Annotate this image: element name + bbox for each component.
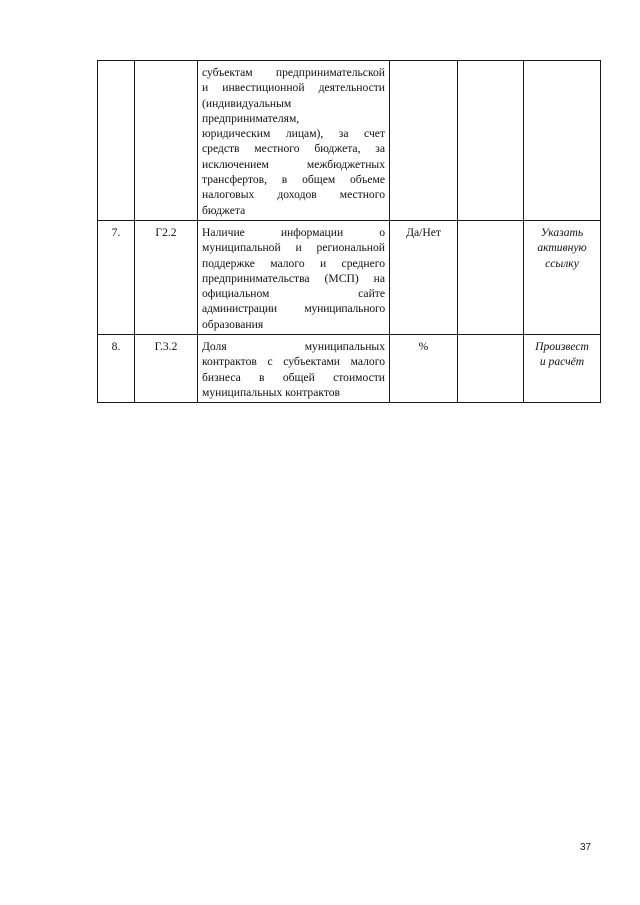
description-line: администрации муниципального <box>202 302 385 316</box>
table-row <box>98 220 601 334</box>
indicator-code <box>135 61 198 221</box>
description-line: Наличие информации о <box>202 225 385 239</box>
indicator-value <box>458 220 524 334</box>
indicator-description <box>198 220 390 334</box>
row-number <box>98 61 135 221</box>
table-row <box>98 335 601 403</box>
description-line: и инвестиционной деятельности <box>202 81 385 95</box>
indicator-note <box>524 220 601 334</box>
indicator-description <box>198 335 390 403</box>
indicator-description <box>198 61 390 221</box>
description-line: бизнеса в общей стоимости <box>202 370 385 384</box>
description-line: налоговых доходов местного <box>202 188 385 202</box>
row-number: 7. <box>98 220 135 334</box>
unit-of-measure <box>390 61 458 221</box>
unit-of-measure: Да/Нет <box>390 220 458 334</box>
unit-of-measure: % <box>390 335 458 403</box>
description-line: Доля муниципальных <box>202 340 385 354</box>
indicator-note <box>524 61 601 221</box>
description-line: контрактов с субъектами малого <box>202 355 385 369</box>
description-line: исключением межбюджетных <box>202 157 385 171</box>
indicator-code: Г.3.2 <box>135 335 198 403</box>
indicators-table <box>97 60 601 403</box>
description-line: юридическим лицам), за счет <box>202 127 385 141</box>
description-line: предпринимательства (МСП) на <box>202 271 385 285</box>
note-line: Указать <box>540 225 584 239</box>
table-row <box>98 61 601 221</box>
description-line: бюджета <box>202 203 246 217</box>
description-line: муниципальных контрактов <box>202 385 341 399</box>
description-line: трансфертов, в общем объеме <box>202 173 385 187</box>
description-line: субъектам предпринимательской <box>202 66 385 79</box>
description-line: предпринимателям, <box>202 111 300 125</box>
note-line: Произвест <box>535 340 589 354</box>
note-line: ссылку <box>545 256 579 270</box>
description-line: поддержке малого и среднего <box>202 256 385 270</box>
indicator-value <box>458 335 524 403</box>
description-line: (индивидуальным <box>202 96 292 110</box>
description-line: средств местного бюджета, за <box>202 142 385 156</box>
note-line: активную <box>537 241 587 255</box>
indicator-note <box>524 335 601 403</box>
description-line: образования <box>202 317 264 331</box>
page-number: 37 <box>580 842 592 853</box>
indicator-value <box>458 61 524 221</box>
note-line: и расчёт <box>539 355 585 369</box>
row-number: 8. <box>98 335 135 403</box>
description-line: муниципальной и региональной <box>202 241 385 255</box>
description-line: официальном сайте <box>202 287 385 301</box>
indicator-code: Г2.2 <box>135 220 198 334</box>
